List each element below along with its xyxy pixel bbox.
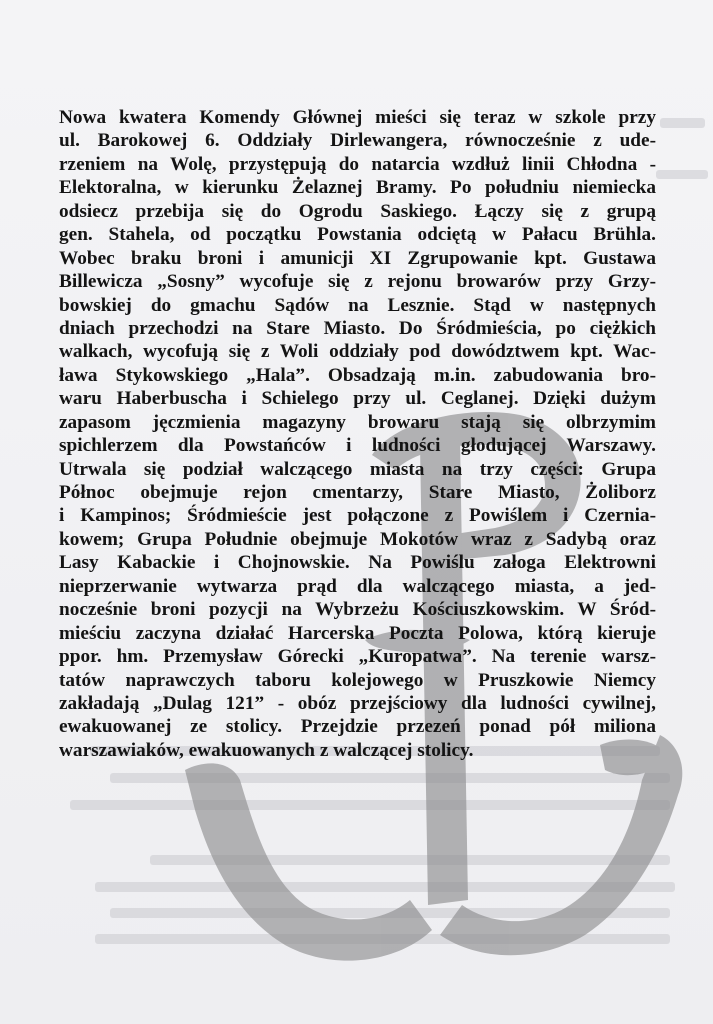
main-paragraph	[59, 106, 656, 762]
paragraph-line: Billewicza „Sosny” wycofuje się z rejonu browarów przy Grzy-	[59, 271, 656, 293]
paragraph-line: Lasy Kabackie i Chojnowskie. Na Powiślu załoga Elektrowni	[59, 552, 656, 574]
paragraph-line: rzeniem na Wolę, przystępują do natarcia wzdłuż linii Chłodna -	[59, 153, 656, 175]
paragraph-line: Nowa kwatera Komendy Głównej mieści się teraz w szkole przy	[59, 107, 656, 128]
paragraph-line: Północ obejmuje rejon cmentarzy, Stare Miasto, Żoliborz	[59, 482, 656, 503]
paragraph-line: warszawiaków, ewakuowanych z walczącej stolicy.	[59, 739, 474, 761]
paragraph-line: waru Haberbuscha i Schielego przy ul. Ceglanej. Dzięki dużym	[59, 388, 656, 410]
paragraph-line: ul. Barokowej 6. Oddziały Dirlewangera, równocześnie z ude-	[59, 130, 656, 152]
paragraph-line: Wobec braku broni i amunicji XI Zgrupowanie kpt. Gustawa	[59, 247, 656, 269]
paragraph-line: gen. Stahela, od początku Powstania odciętą w Pałacu Brühla.	[59, 224, 656, 246]
paragraph-line: Utrwala się podział walczącego miasta na trzy części: Grupa	[59, 458, 656, 480]
paragraph-line: ewakuowanej ze stolicy. Przejdzie przezeń ponad pół miliona	[59, 716, 656, 738]
paragraph-line: tatów naprawczych taboru kolejowego w Pruszkowie Niemcy	[59, 669, 656, 691]
paragraph-line: zapasom jęczmienia magazyny browaru stają się olbrzymim	[59, 411, 656, 433]
paragraph-line: i Kampinos; Śródmieście jest połączone z Powiślem i Czernia-	[59, 505, 656, 527]
paragraph-line: odsiecz przebija się do Ogrodu Saskiego. Łączy się z grupą	[59, 200, 656, 222]
paragraph-line: Elektoralna, w kierunku Żelaznej Bramy. Po południu niemiecka	[59, 177, 656, 199]
paragraph-line: dniach przechodzi na Stare Miasto. Do Śródmieścia, po ciężkich	[59, 317, 656, 339]
paragraph-line: ppor. hm. Przemysław Górecki „Kuropatwa”. Na terenie warsz-	[59, 646, 656, 668]
paragraph-line: spichlerzem dla Powstańców i ludności głodującej Warszawy.	[59, 435, 656, 457]
paragraph-line: nocześnie broni pozycji na Wybrzeżu Kościuszkowskim. W Śród-	[59, 599, 656, 621]
paragraph-line: ława Stykowskiego „Hala”. Obsadzają m.in. zabudowania bro-	[59, 364, 656, 386]
paragraph-line: mieściu zaczyna działać Harcerska Poczta Polowa, którą kieruje	[59, 622, 656, 644]
paragraph-line: walkach, wycofują się z Woli oddziały pod dowództwem kpt. Wac-	[59, 341, 656, 363]
paragraph-line: kowem; Grupa Południe obejmuje Mokotów wraz z Sadybą oraz	[59, 528, 656, 550]
paragraph-line: bowskiej do gmachu Sądów na Lesznie. Stąd w następnych	[59, 294, 656, 316]
paragraph-line: zakładają „Dulag 121” - obóz przejściowy dla ludności cywilnej,	[59, 692, 656, 714]
paragraph-line: nieprzerwanie wytwarza prąd dla walczącego miasta, a jed-	[59, 575, 656, 597]
